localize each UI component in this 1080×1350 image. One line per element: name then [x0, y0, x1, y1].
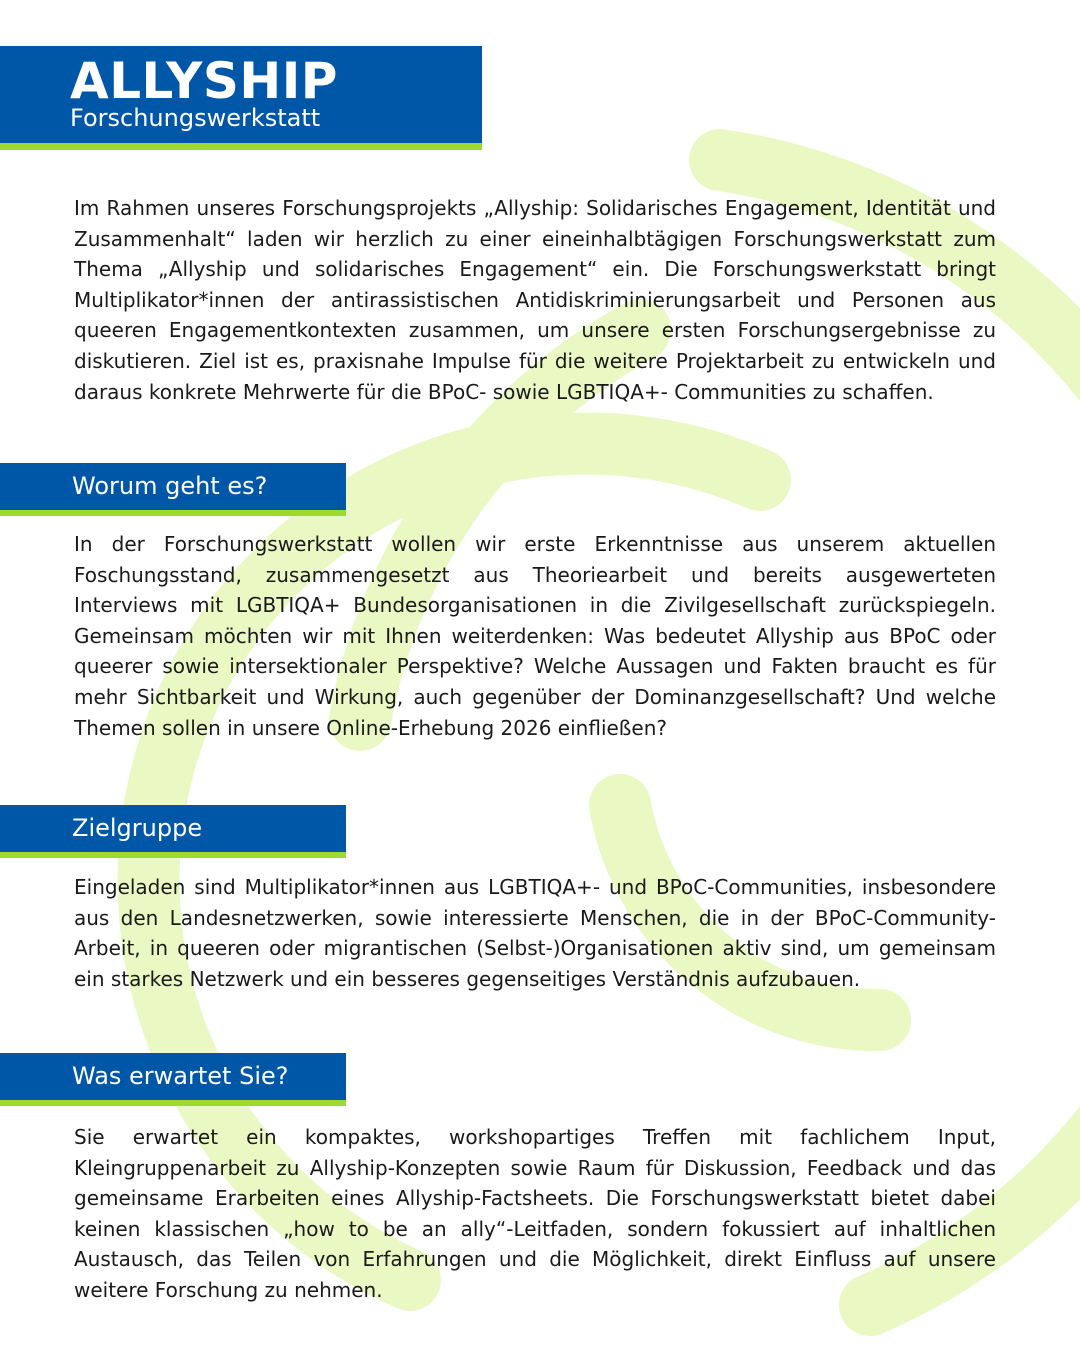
- intro-paragraph: Im Rahmen unseres Forschungsprojekts „Allyship: Solidarisches Engagement, Identität und Zusammenhalt“ laden wir herzlich zu einer eineinhalbtägigen Forschungswerkstatt zum Thema „Allyship und solidarisches Engagement“ ein. Die Forschungswerkstatt bringt Multiplikator*innen der antirassistischen Antidiskriminierungsarbeit und Personen aus queeren Engagementkontexten zusammen, um unsere ersten Forschungsergebnisse zu diskutieren. Ziel ist es, praxisnahe Impulse für die weitere Projektarbeit zu entwickeln und daraus konkrete Mehrwerte für die BPoC- sowie LGBTIQA+- Communities zu schaffen.: [74, 196, 996, 404]
- section-heading: Worum geht es?: [72, 472, 268, 500]
- section-banner-zielgruppe: [0, 805, 346, 858]
- section-banner-erwartet: [0, 1053, 346, 1106]
- header-subtitle: Forschungswerkstatt: [70, 104, 321, 132]
- section-paragraph-erwartet: Sie erwartet ein kompaktes, workshopartiges Treffen mit fachlichem Input, Kleingruppenarbeit zu Allyship-Konzepten sowie Raum für Diskussion, Feedback und das gemeinsame Erarbeiten eines Allyship-Factsheets. Die Forschungswerkstatt bietet dabei keinen klassischen „how to be an ally“-Leitfaden, sondern fokussiert auf inhaltlichen Austausch, das Teilen von Erfahrungen und die Möglichkeit, direkt Einfluss auf unsere weitere Forschung zu nehmen.: [74, 1125, 996, 1302]
- section-heading: Zielgruppe: [72, 814, 203, 842]
- header-title: ALLYSHIP: [70, 52, 338, 110]
- section-heading: Was erwartet Sie?: [72, 1062, 289, 1090]
- section-paragraph-worum: In der Forschungswerkstatt wollen wir erste Erkenntnisse aus unserem aktuellen Foschungsstand, zusammengesetzt aus Theoriearbeit und bereits ausgewerteten Interviews mit LGBTIQA+ Bundesorganisationen in die Zivilgesellschaft zurückspiegeln. Gemeinsam möchten wir mit Ihnen weiterdenken: Was bedeutet Allyship aus BPoC oder queerer sowie intersektionaler Perspektive? Welche Aussagen und Fakten braucht es für mehr Sichtbarkeit und Wirkung, auch gegenüber der Dominanzgesellschaft? Und welche Themen sollen in unsere Online-Erhebung 2026 einfließen?: [74, 532, 996, 740]
- section-banner-worum: [0, 463, 346, 516]
- section-paragraph-zielgruppe: Eingeladen sind Multiplikator*innen aus LGBTIQA+- und BPoC-Communities, insbesondere aus den Landesnetzwerken, sowie interessierte Menschen, die in der BPoC-Community-Arbeit, in queeren oder migrantischen (Selbst-)Organisationen aktiv sind, um gemeinsam ein starkes Netzwerk und ein besseres gegenseitiges Verständnis aufzubauen.: [74, 875, 996, 991]
